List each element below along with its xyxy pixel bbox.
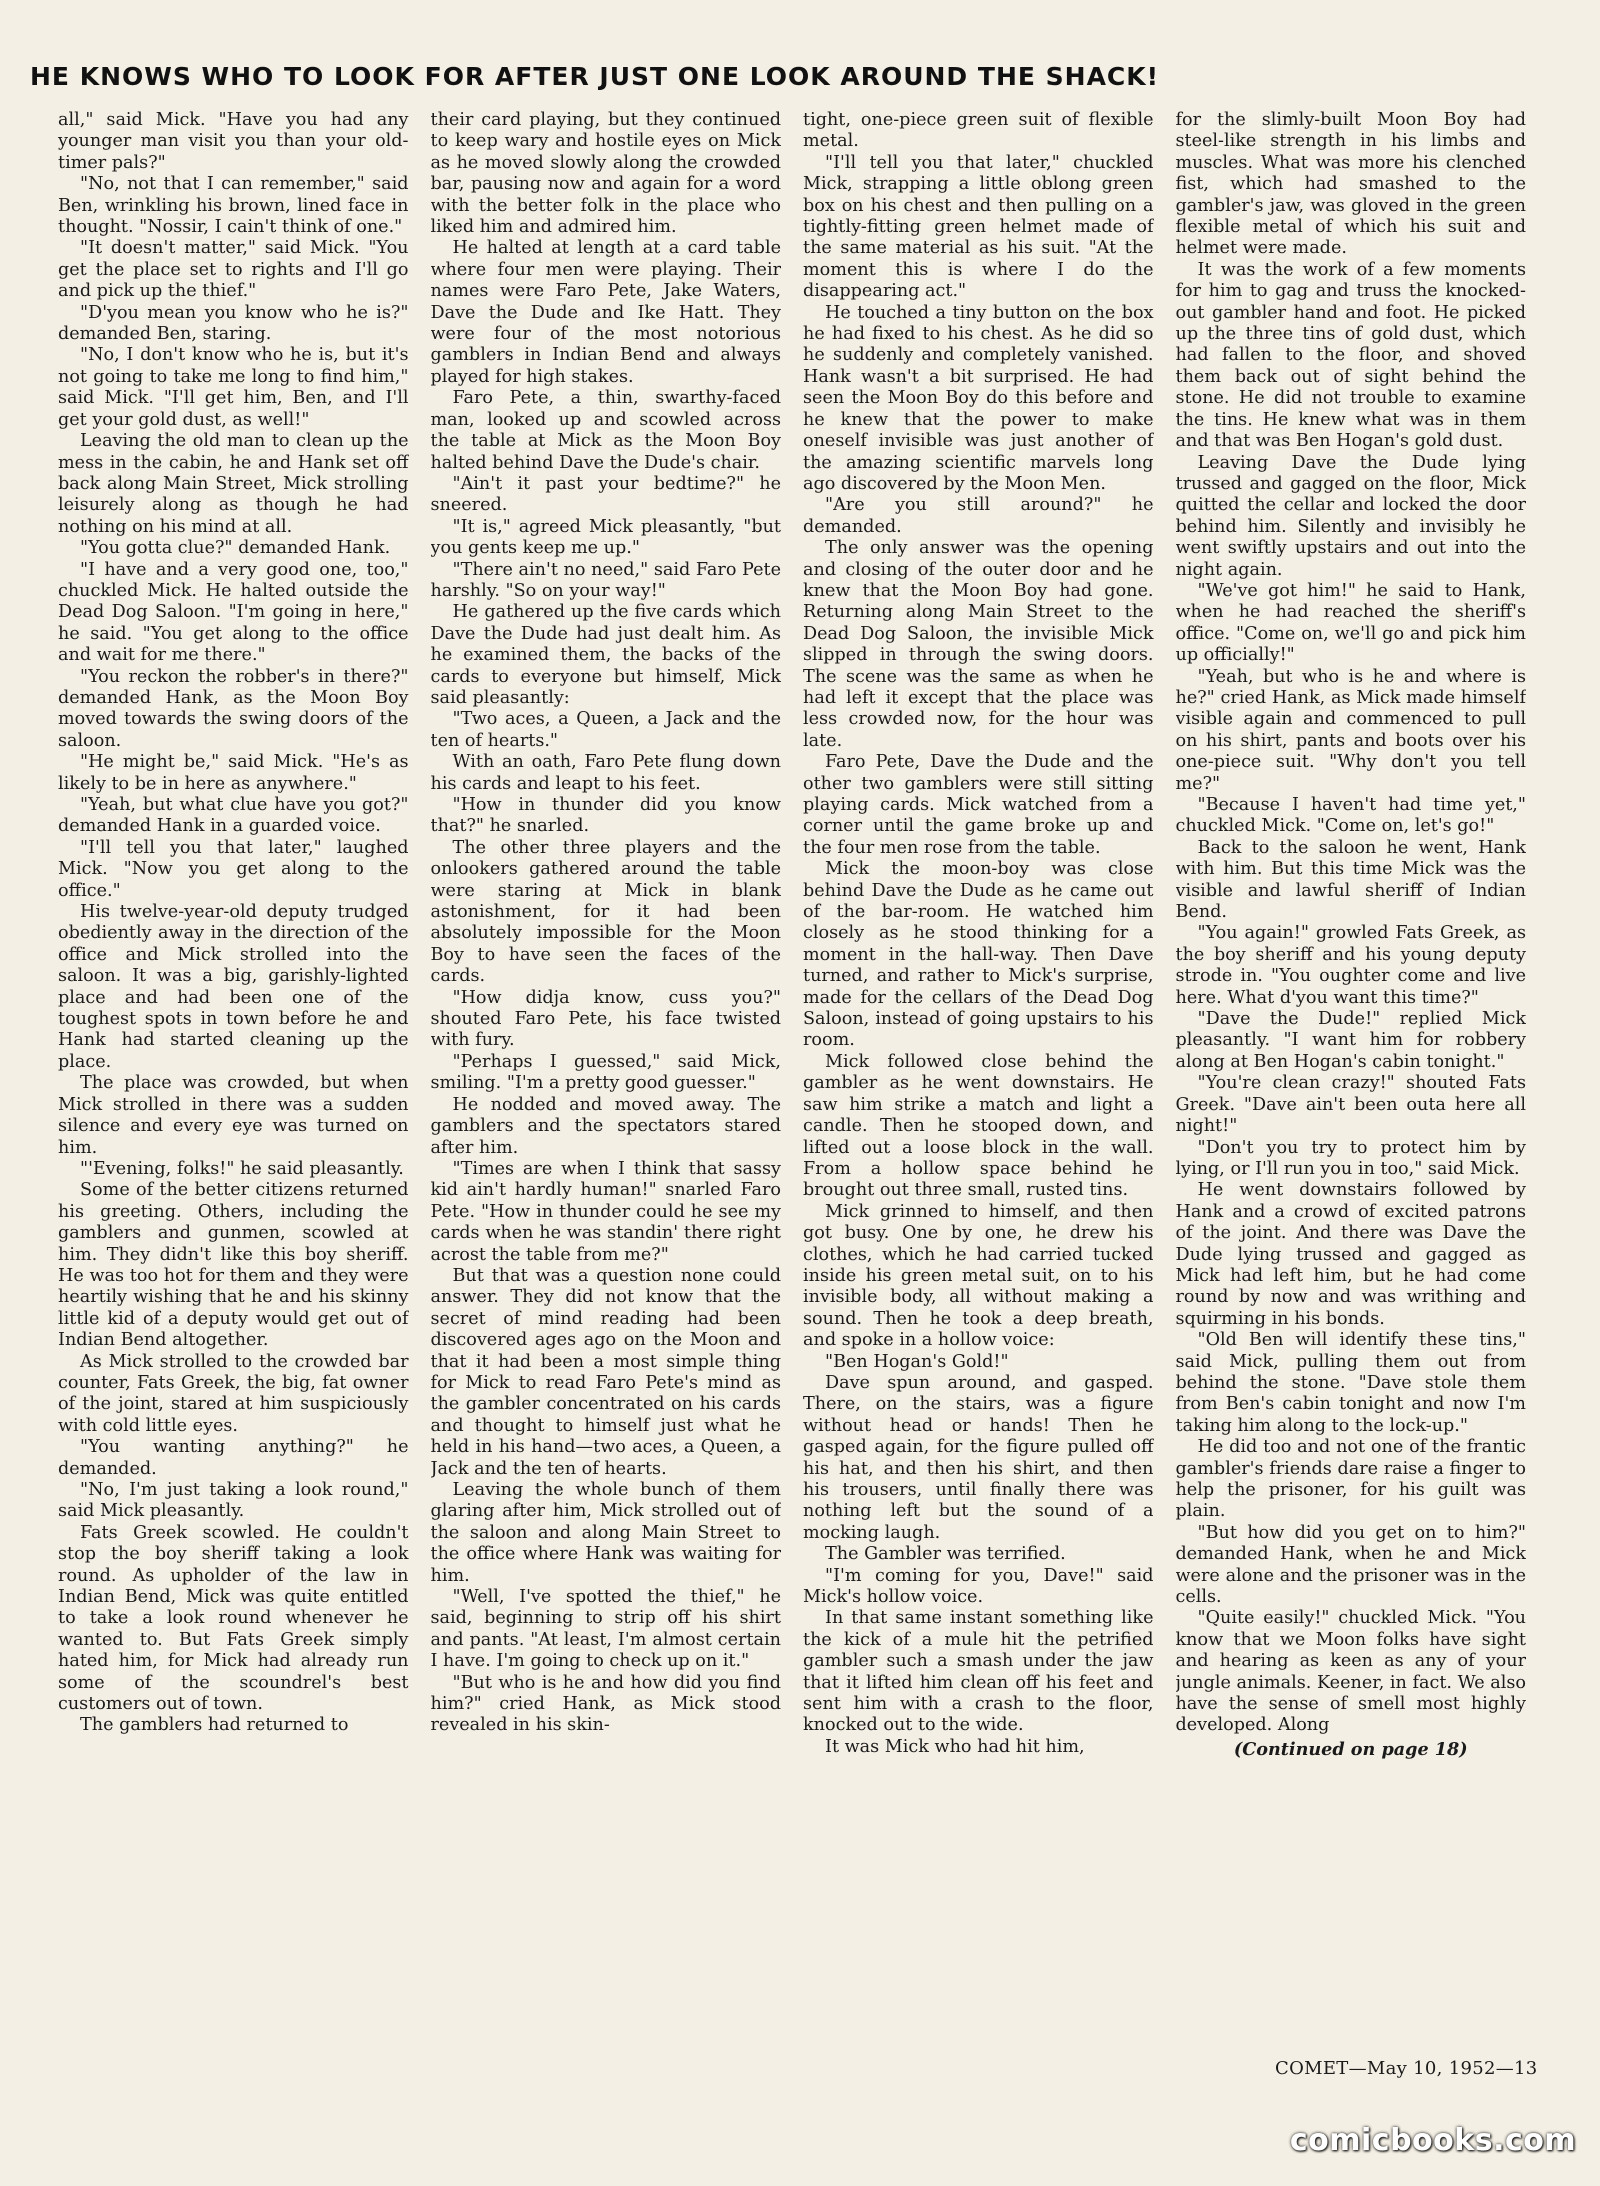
paragraph: for the slimly-built Moon Boy had steel-like strength in his limbs and muscles. What was more his clenched fist, which had smashed to the gambler's jaw, was gloved in the green flexible metal of which his suit and helmet were made.	[1175, 110, 1526, 259]
paragraph: The gamblers had returned to	[80, 1715, 349, 1736]
paragraph: "Ain't it past your bedtime?" he sneered.	[430, 473, 781, 516]
paragraph: His twelve-year-old deputy trudged obediently away in the direction of the office and Mick strolled into the saloon. It was a big, garishly-lighted place and had been one of the toughest spots in town before he and Hank had started cleaning up the place.	[58, 902, 409, 1072]
paragraph: Mick the moon-boy was close behind Dave the Dude as he came out of the bar-room. He watched him closely as he stood thinking for a moment in the hall-way. Then Dave turned, and rather to Mick's surprise, made for the cellars of the Dead Dog Saloon, instead of going upstairs to his room.	[803, 859, 1154, 1051]
continued-note: (Continued on page 18)	[1233, 1738, 1468, 1760]
paragraph: "D'you mean you know who he is?" demanded Ben, staring.	[58, 302, 409, 345]
paragraph: Leaving Dave the Dude lying trussed and gagged on the floor, Mick quitted the cellar and locked the door behind him. Silently and invisibly he went swiftly upstairs and out into the night again.	[1175, 452, 1526, 580]
column-4	[1176, 110, 1527, 2080]
paragraph: "But who is he and how did you find him?" cried Hank, as Mick stood revealed in his skin-	[430, 1672, 781, 1736]
paragraph: "Don't you try to protect him by lying, or I'll run you in too," said Mick.	[1175, 1137, 1526, 1179]
paragraph: "Old Ben will identify these tins," said Mick, pulling them out from behind the stone. "Dave stole them from Ben's cabin tonight and now I'm taking him along to the lock-up."	[1175, 1330, 1526, 1436]
paragraph: Fats Greek scowled. He couldn't stop the boy sheriff taking a look round. As upholder of the law in Indian Bend, Mick was quite entitled to take a look round whenever he wanted to. But Fats Greek simply hated him, for Mick had already run some of the scoundrel's best customers out of town.	[58, 1522, 409, 1715]
paragraph: It was Mick who had hit him,	[825, 1736, 1085, 1757]
paragraph: The Gambler was terrified.	[825, 1544, 1066, 1565]
paragraph: "Times are when I think that sassy kid ain't hardly human!" snarled Faro Pete. "How in thunder could he see my cards when he was standin' there right acrost the table from me?"	[430, 1158, 781, 1265]
paragraph: "Well, I've spotted the thief," he said, beginning to strip off his shirt and pants. "At least, I'm almost certain I have. I'm going to check up on it."	[430, 1587, 781, 1672]
article-columns	[58, 110, 1526, 2080]
paragraph: "Because I haven't had time yet," chuckled Mick. "Come on, let's go!"	[1175, 795, 1526, 837]
paragraph: "You again!" growled Fats Greek, as the boy sheriff and his young deputy strode in. "You oughter come and live here. What d'you want this time?"	[1175, 923, 1526, 1008]
paragraph: "'Evening, folks!" he said pleasantly.	[80, 1158, 404, 1179]
paragraph: "We've got him!" he said to Hank, when he had reached the sheriff's office. "Come on, we'll go and pick him up officially!"	[1175, 580, 1526, 666]
paragraph: "How in thunder did you know that?" he snarled.	[430, 795, 781, 837]
paragraph: He touched a tiny button on the box he had fixed to his chest. As he did so he suddenly and completely vanished. Hank wasn't a bit surprised. He had seen the Moon Boy do this before and he knew that the power to make oneself invisible was just another of the amazing scientific marvels long ago discovered by the Moon Men.	[803, 302, 1154, 494]
paragraph: "Yeah, but who is he and where is he?" cried Hank, as Mick made himself visible again and commenced to pull on his shirt, pants and boots over his one-piece suit. "Why don't you tell me?"	[1175, 666, 1526, 794]
paragraph: He gathered up the five cards which Dave the Dude had just dealt him. As he examined them, the backs of the cards to everyone but himself, Mick said pleasantly:	[430, 602, 781, 708]
paragraph: "But how did you get on to him?" demanded Hank, when he and Mick were alone and the prisoner was in the cells.	[1175, 1522, 1526, 1608]
paragraph: Dave spun around, and gasped. There, on the stairs, was a figure without head or hands! Then he gasped again, for the figure pulled off his hat, and then his shirt, and then his trousers, until finally there was nothing left but the sound of a mocking laugh.	[803, 1372, 1154, 1543]
paragraph: The only answer was the opening and closing of the outer door and he knew that the Moon Boy had gone. Returning along Main Street to the Dead Dog Saloon, the invisible Mick slipped in through the swing doors. The scene was the same as when he had left it except that the place was less crowded now, for the hour was late.	[803, 538, 1154, 751]
column-2	[431, 110, 782, 2080]
paragraph: But that was a question none could answer. They did not know that the secret of mind reading had been discovered ages ago on the Moon and that it had been a most simple thing for Mick to read Faro Pete's mind as the gambler concentrated on his cards and thought to himself just what he held in his hand—two aces, a Queen, a Jack and the ten of hearts.	[430, 1265, 781, 1479]
paragraph: "I have and a very good one, too," chuckled Mick. He halted outside the Dead Dog Saloon. "I'm going in here," he said. "You get along to the office and wait for me there."	[58, 559, 409, 666]
paragraph: Faro Pete, Dave the Dude and the other two gamblers were still sitting playing cards. Mick watched from a corner until the game broke up and the four men rose from the table.	[803, 752, 1154, 858]
paragraph: "It doesn't matter," said Mick. "You get the place set to rights and I'll go and pick up the thief."	[58, 238, 409, 302]
column-4-body	[1176, 110, 1527, 1737]
page-headline: HE KNOWS WHO TO LOOK FOR AFTER JUST ONE LOOK AROUND THE SHACK!	[30, 62, 1160, 91]
paragraph: "Two aces, a Queen, a Jack and the ten of hearts."	[430, 709, 781, 751]
paragraph: "I'll tell you that later," laughed Mick. "Now you get along to the office."	[58, 837, 409, 901]
column-1	[58, 110, 409, 2080]
paragraph: their card playing, but they continued to keep wary and hostile eyes on Mick as he moved slowly along the crowded bar, pausing now and again for a word with the better folk in the place who liked him and admired him.	[430, 110, 781, 238]
paragraph: As Mick strolled to the crowded bar counter, Fats Greek, the big, fat owner of the joint, stared at him suspiciously with cold little eyes.	[58, 1351, 409, 1436]
paragraph: "I'll tell you that later," chuckled Mick, strapping a little oblong green box on his chest and then pulling on a tightly-fitting green helmet made of the same material as his suit. "At the moment this is where I do the disappearing act."	[803, 152, 1154, 302]
paragraph: Faro Pete, a thin, swarthy-faced man, looked up and scowled across the table at Mick as the Moon Boy halted behind Dave the Dude's chair.	[430, 388, 781, 473]
paragraph: "You reckon the robber's in there?" demanded Hank, as the Moon Boy moved towards the swing doors of the saloon.	[58, 666, 409, 751]
paragraph: "Perhaps I guessed," said Mick, smiling. "I'm a pretty good guesser."	[430, 1051, 781, 1094]
paragraph: "There ain't no need," said Faro Pete harshly. "So on your way!"	[430, 559, 781, 601]
paragraph: "I'm coming for you, Dave!" said Mick's hollow voice.	[803, 1565, 1154, 1608]
paragraph: The place was crowded, but when Mick strolled in there was a sudden silence and every eye was turned on him.	[58, 1073, 409, 1158]
paragraph: The other three players and the onlookers gathered around the table were staring at Mick in blank astonishment, for it had been absolutely impossible for the Moon Boy to have seen the faces of the cards.	[430, 837, 781, 987]
paragraph: Some of the better citizens returned his greeting. Others, including the gamblers and gunmen, scowled at him. They didn't like this boy sheriff. He was too hot for them and they were heartily wishing that he and his skinny little kid of a deputy would get out of Indian Bend altogether.	[58, 1180, 409, 1351]
paragraph: It was the work of a few moments for him to gag and truss the knocked-out gambler hand and foot. He picked up the three tins of gold dust, which had fallen to the floor, and shoved them back out of sight behind the stone. He did not trouble to examine the tins. He knew what was in them and that was Ben Hogan's gold dust.	[1175, 259, 1526, 452]
paragraph: Back to the saloon he went, Hank with him. But this time Mick was the visible and lawful sheriff of Indian Bend.	[1175, 837, 1526, 923]
paragraph: "No, I'm just taking a look round," said Mick pleasantly.	[58, 1480, 409, 1522]
paragraph: "Dave the Dude!" replied Mick pleasantly. "I want him for robbery along at Ben Hogan's cabin tonight."	[1175, 1009, 1526, 1072]
paragraph: Mick followed close behind the gambler as he went downstairs. He saw him strike a match and light a candle. Then he stooped down, and lifted out a loose block in the wall. From a hollow space behind he brought out three small, rusted tins.	[803, 1051, 1154, 1201]
paragraph: "He might be," said Mick. "He's as likely to be in here as anywhere."	[58, 752, 409, 794]
paragraph: He nodded and moved away. The gamblers and the spectators stared after him.	[430, 1094, 781, 1158]
paragraph: "Ben Hogan's Gold!"	[825, 1351, 1009, 1372]
paragraph: "You gotta clue?" demanded Hank.	[80, 538, 391, 559]
paragraph: He did too and not one of the frantic gambler's friends dare raise a finger to help the prisoner, for his guilt was plain.	[1175, 1437, 1526, 1522]
paragraph: all," said Mick. "Have you had any younger man visit you than your old-timer pals?"	[58, 110, 409, 173]
paragraph: "No, not that I can remember," said Ben, wrinkling his brown, lined face in thought. "Nossir, I cain't think of one."	[58, 174, 409, 238]
paragraph: With an oath, Faro Pete flung down his cards and leapt to his feet.	[430, 752, 781, 794]
paragraph: He went downstairs followed by Hank and a crowd of excited patrons of the joint. And there was Dave the Dude lying trussed and gagged as Mick had left him, but he had come round by now and was writhing and squirming in his bonds.	[1175, 1180, 1526, 1329]
paragraph: "No, I don't know who he is, but it's not going to take me long to find him," said Mick. "I'll get him, Ben, and I'll get your gold dust, as well!"	[58, 345, 409, 430]
paragraph: "Yeah, but what clue have you got?" demanded Hank in a guarded voice.	[58, 795, 409, 837]
paragraph: In that same instant something like the kick of a mule hit the petrified gambler such a smash under the jaw that it lifted him clean off his feet and sent him with a crash to the floor, knocked out to the wide.	[803, 1608, 1154, 1736]
paragraph: "You wanting anything?" he demanded.	[58, 1437, 409, 1479]
paragraph: Leaving the whole bunch of them glaring after him, Mick strolled out of the saloon and along Main Street to the office where Hank was waiting for him.	[430, 1480, 781, 1586]
paragraph: "It is," agreed Mick pleasantly, "but you gents keep me up."	[430, 516, 781, 559]
paragraph: tight, one-piece green suit of flexible metal.	[803, 110, 1154, 152]
column-3	[803, 110, 1154, 2080]
paragraph: "Are you still around?" he demanded.	[803, 495, 1154, 537]
paragraph: "Quite easily!" chuckled Mick. "You know that we Moon folks have sight and hearing as keen as any of your jungle animals. Keener, in fact. We also have the sense of smell most highly developed. Along	[1175, 1608, 1526, 1736]
paragraph: Leaving the old man to clean up the mess in the cabin, he and Hank set off back along Main Street, Mick strolling leisurely along as though he had nothing on his mind at all.	[58, 431, 409, 537]
page-folio: COMET—May 10, 1952—13	[1275, 2058, 1538, 2079]
paragraph: He halted at length at a card table where four men were playing. Their names were Faro Pete, Jake Waters, Dave the Dude and Ike Hatt. They were four of the most notorious gamblers in Indian Bend and always played for high stakes.	[430, 238, 781, 387]
paragraph: "How didja know, cuss you?" shouted Faro Pete, his face twisted with fury.	[430, 987, 781, 1051]
paragraph: Mick grinned to himself, and then got busy. One by one, he drew his clothes, which he had carried tucked inside his green metal suit, on to his invisible body, all without making a sound. Then he took a deep breath, and spoke in a hollow voice:	[803, 1201, 1154, 1351]
watermark-logo: comicbooks.com	[1289, 2122, 1577, 2158]
paragraph: "You're clean crazy!" shouted Fats Greek. "Dave ain't been outa here all night!"	[1175, 1073, 1526, 1137]
